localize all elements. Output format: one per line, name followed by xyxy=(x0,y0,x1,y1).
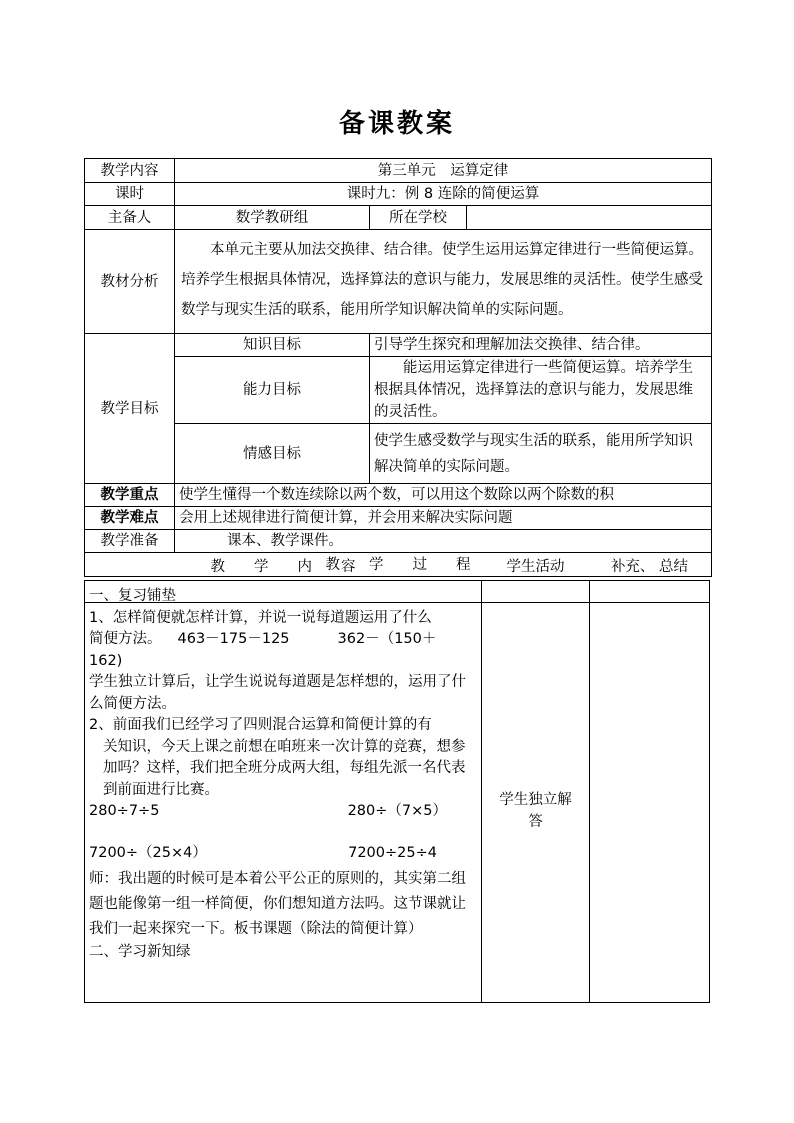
lesson-row xyxy=(85,183,712,206)
process-col-notes: 补充、 总结 xyxy=(590,556,710,579)
ability-row xyxy=(85,357,712,424)
lesson-value: 课时九：例 8 连除的简便运算 xyxy=(175,183,712,206)
expr-row-b xyxy=(89,843,477,865)
key-point-text: 使学生懂得一个数连续除以两个数，可以用这个数除以两个除数的积 xyxy=(175,484,712,507)
expr-b1: 7200÷（25×4） xyxy=(89,844,207,861)
activity-cell: 学生独立解答 xyxy=(482,581,590,1003)
school-value xyxy=(467,206,712,230)
item1-line1: 1、怎样简便就怎样计算，并说一说每道题运用了什么 xyxy=(89,609,432,626)
preparation-label: 教学准备 xyxy=(85,530,175,553)
emotion-text: 使学生感受数学与现实生活的联系，能用所学知识解决简单的实际问题。 xyxy=(370,424,712,484)
preparation-text: 课本、教学课件。 xyxy=(175,530,712,553)
teacher-paragraph: 师：我出题的时候可是本着公平公正的原则的，其实第二组题也能像第一组一样简便，你们想知道方法吗。这节课就让我们一起来探究一下。板书课题（除法的简便计算） xyxy=(89,871,466,937)
item1-expr2: 362－（150＋ xyxy=(337,631,437,647)
section-new-heading: 二、学习新知绿 xyxy=(89,944,191,960)
preparer-row xyxy=(85,206,712,230)
knowledge-label: 知识目标 xyxy=(175,334,370,357)
expr-a1: 280÷7÷5 xyxy=(89,803,160,819)
preparation-row xyxy=(85,530,712,553)
objectives-label: 教学目标 xyxy=(85,334,175,484)
preparer-label: 主备人 xyxy=(85,206,175,230)
analysis-label: 教材分析 xyxy=(85,230,175,334)
ability-label: 能力目标 xyxy=(175,357,370,424)
difficulty-text: 会用上述规律进行简便计算，并会用来解决实际问题 xyxy=(175,507,712,530)
item2-line1: 2、前面我们已经学习了四则混合运算和简便计算的有 xyxy=(89,717,432,733)
item1-line3: 162) xyxy=(89,652,123,669)
item1-label: 简便方法。 xyxy=(89,631,162,647)
ability-text: 能运用运算定律进行一些简便运算。培养学生根据具体情况，选择算法的意识与能力，发展思维的灵活性。 xyxy=(370,357,712,424)
content-row xyxy=(85,159,712,183)
item1-line2 xyxy=(89,629,477,651)
process-banner: 教 学 过 程 xyxy=(85,553,712,577)
key-point-row xyxy=(85,484,712,507)
item1-paragraph: 学生独立计算后，让学生说说每道题是怎样想的，运用了什么简便方法。 xyxy=(89,674,466,712)
process-col-content: 教 学 内 容 xyxy=(85,556,482,579)
expr-b2: 7200÷25÷4 xyxy=(348,844,437,861)
knowledge-row xyxy=(85,334,712,357)
lesson-info-table xyxy=(84,158,712,577)
school-label: 所在学校 xyxy=(370,206,467,230)
lesson-label: 课时 xyxy=(85,183,175,206)
key-point-label: 教学重点 xyxy=(85,484,175,507)
preparer-value: 数学教研组 xyxy=(175,206,370,230)
expr-a2: 280÷（7×5） xyxy=(347,803,447,819)
process-body-table xyxy=(84,580,710,1003)
difficulty-row xyxy=(85,507,712,530)
emotion-row xyxy=(85,424,712,484)
section-review-heading: 一、复习铺垫 xyxy=(89,588,176,604)
analysis-text: 本单元主要从加法交换律、结合律。使学生运用运算定律进行一些简便运算。培养学生根据具体情况，选择算法的意识与能力，发展思维的灵活性。使学生感受数学与现实生活的联系，能用所学知识解决简单的实际问题。 xyxy=(175,230,712,334)
notes-cell xyxy=(590,581,710,1003)
analysis-row xyxy=(85,230,712,334)
process-col-activity: 学生活动 xyxy=(482,556,590,579)
item2-rest: 关知识，今天上课之前想在咱班来一次计算的竞赛，想参加吗？这样，我们把全班分成两大组，每组先派一名代表到前面进行比赛。 xyxy=(103,738,466,798)
process-body-row xyxy=(85,581,710,1003)
knowledge-text: 引导学生探究和理解加法交换律、结合律。 xyxy=(370,334,712,357)
content-label: 教学内容 xyxy=(85,159,175,183)
difficulty-label: 教学难点 xyxy=(85,507,175,530)
item1-expr1: 463－175－125 xyxy=(177,631,290,647)
process-content-cell xyxy=(85,581,482,1003)
page-title: 备课教案 xyxy=(338,109,455,139)
content-value: 第三单元 运算定律 xyxy=(175,159,712,183)
expr-row-a xyxy=(89,801,477,823)
emotion-label: 情感目标 xyxy=(175,424,370,484)
